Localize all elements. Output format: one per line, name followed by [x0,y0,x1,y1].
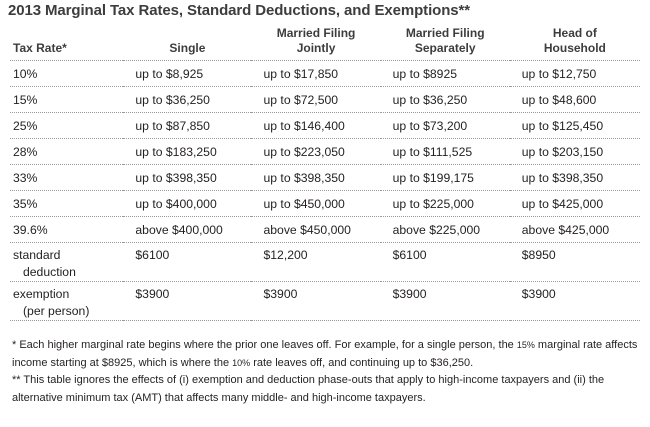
household-cell: $3900 [510,282,640,321]
single-cell: above $400,000 [123,217,251,243]
separately-cell: $3900 [381,282,510,321]
jointly-cell: up to $398,350 [251,165,380,191]
header-married-separately-line1: Married Filing [405,26,485,40]
table-row [10,165,640,191]
exemption-label [10,282,123,321]
jointly-cell: up to $17,850 [251,61,380,87]
header-married-jointly-line1: Married Filing [276,26,356,40]
footnote-marginal-rate [12,337,642,372]
footnote-1-rate-15: 15% [516,340,535,350]
household-cell: above $425,000 [510,217,640,243]
standard-deduction-label [10,243,123,282]
jointly-cell: $12,200 [251,243,380,282]
household-cell: up to $203,150 [510,139,640,165]
rate-cell: 15% [10,87,123,113]
separately-cell: up to $73,200 [381,113,510,139]
footnotes [12,337,642,407]
table-row [10,217,640,243]
header-tax-rate [10,26,123,61]
single-cell: $6100 [123,243,251,282]
household-cell: up to $48,600 [510,87,640,113]
jointly-cell: above $450,000 [251,217,380,243]
household-cell: up to $398,350 [510,165,640,191]
separately-cell: $6100 [381,243,510,282]
separately-cell: up to $111,525 [381,139,510,165]
tax-rates-table [10,26,640,321]
footnote-phase-outs: ** This table ignores the effects of (i) exemption and deduction phase-outs that apply to high-income taxpayers and (ii) the alternative minimum tax (AMT) that affects many middle- and high-income taxpayers. [12,374,605,404]
table-header-row [10,26,640,61]
rate-cell: 39.6% [10,217,123,243]
table-row [10,87,640,113]
separately-cell: up to $8925 [381,61,510,87]
jointly-cell: up to $223,050 [251,139,380,165]
header-married-separately [381,26,510,61]
household-cell: $8950 [510,243,640,282]
table-row [10,139,640,165]
household-cell: up to $12,750 [510,61,640,87]
single-cell: up to $8,925 [123,61,251,87]
single-cell: up to $400,000 [123,191,251,217]
footnote-1-part-b: marginal rate affects income starting at $8925, which is where the [12,339,638,369]
header-head-of-household [510,26,640,61]
table-title: 2013 Marginal Tax Rates, Standard Deductions, and Exemptions** [8,2,470,19]
single-cell: up to $398,350 [123,165,251,191]
header-head-of-household-line2: Household [543,41,606,55]
rate-cell: 35% [10,191,123,217]
single-cell: up to $183,250 [123,139,251,165]
standard-deduction-row [10,243,640,282]
single-cell: up to $87,850 [123,113,251,139]
footnote-1-part-c: rate leaves off, and continuing up to $36,250. [250,356,474,369]
table-row [10,113,640,139]
separately-cell: up to $199,175 [381,165,510,191]
separately-cell: up to $225,000 [381,191,510,217]
rate-cell: 10% [10,61,123,87]
table-row [10,61,640,87]
exemption-label-line2: (per person) [23,304,90,318]
header-married-separately-line2: Separately [414,41,476,55]
footnote-1-rate-10: 10% [232,357,251,368]
single-cell: up to $36,250 [123,87,251,113]
rate-cell: 25% [10,113,123,139]
rate-cell: 28% [10,139,123,165]
header-married-jointly-line2: Jointly [296,41,336,55]
household-cell: up to $425,000 [510,191,640,217]
table-row [10,191,640,217]
header-married-jointly [251,26,380,61]
single-cell: $3900 [123,282,251,321]
separately-cell: up to $36,250 [381,87,510,113]
jointly-cell: up to $450,000 [251,191,380,217]
separately-cell: above $225,000 [381,217,510,243]
household-cell: up to $125,450 [510,113,640,139]
jointly-cell: $3900 [251,282,380,321]
header-head-of-household-line1: Head of [552,26,597,40]
standard-deduction-label-line2: deduction [23,265,76,279]
exemption-row [10,282,640,321]
jointly-cell: up to $72,500 [251,87,380,113]
footnote-1-part-a: * Each higher marginal rate begins where the prior one leaves off. For example, for a single person, the [12,339,517,351]
rate-cell: 33% [10,165,123,191]
jointly-cell: up to $146,400 [251,113,380,139]
exemption-label-line1: exemption [13,287,70,301]
header-single [123,26,251,61]
header-single-label: Single [169,41,206,55]
header-tax-rate-label: Tax Rate* [13,41,67,55]
standard-deduction-label-line1: standard [13,248,61,262]
